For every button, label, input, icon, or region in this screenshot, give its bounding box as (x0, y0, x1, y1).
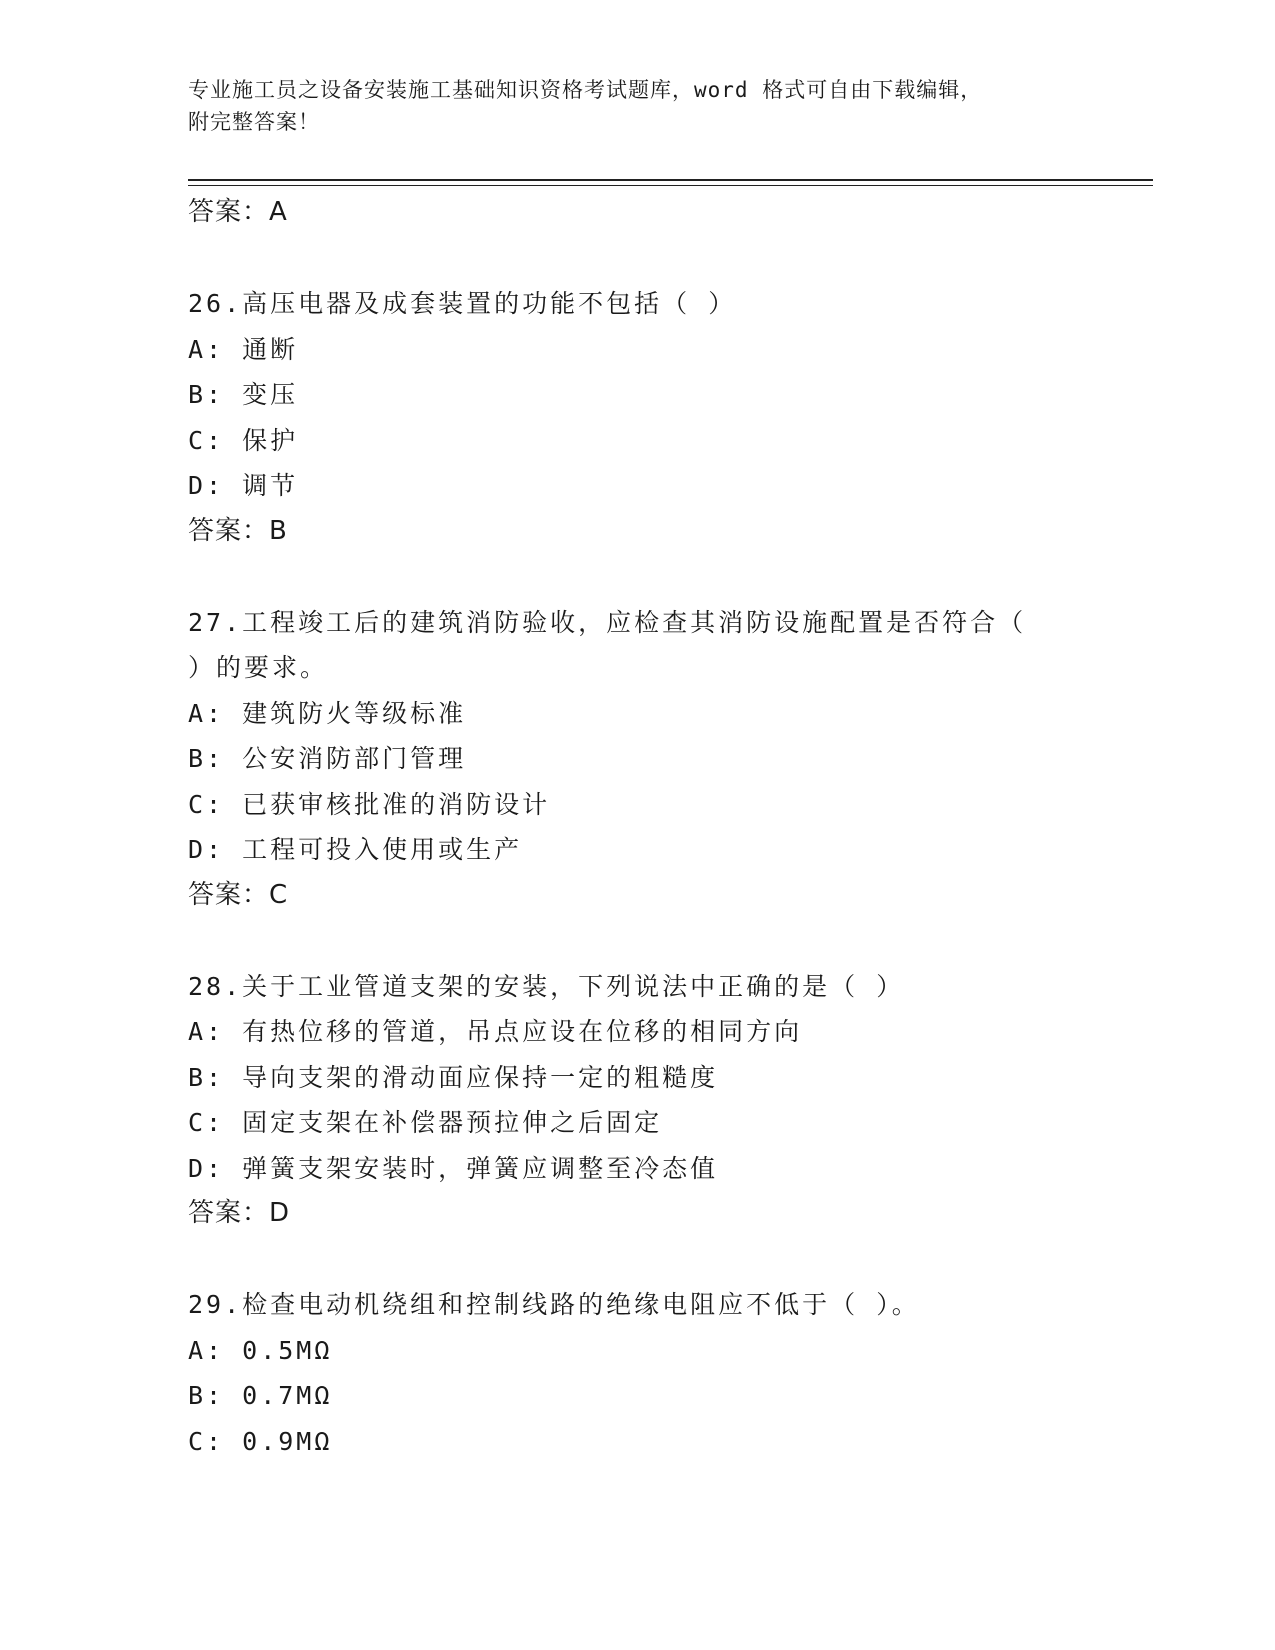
question-stem-continued: ）的要求。 (188, 653, 329, 682)
question-stem: 26.高压电器及成套装置的功能不包括（ ） (188, 289, 737, 318)
header-divider-thin (188, 185, 1153, 186)
option-d: D: 弹簧支架安装时，弹簧应调整至冷态值 (188, 1153, 719, 1183)
spacer (188, 236, 1088, 282)
question-26 (188, 281, 1088, 554)
option-a: A: 0.5MΩ (188, 1335, 333, 1365)
option-a: A: 建筑防火等级标准 (188, 698, 467, 728)
option-c: C: 保护 (188, 425, 299, 455)
spacer (188, 918, 1088, 964)
option-c: C: 固定支架在补偿器预拉伸之后固定 (188, 1108, 663, 1137)
question-stem: 29.检查电动机绕组和控制线路的绝缘电阻应不低于（ ）。 (188, 1290, 920, 1319)
option-b: B: 导向支架的滑动面应保持一定的粗糙度 (188, 1062, 719, 1092)
previous-answer: 答案：A (188, 197, 288, 227)
answer: 答案：B (188, 515, 288, 546)
option-d: D: 工程可投入使用或生产 (188, 835, 523, 864)
spacer (188, 554, 1088, 600)
option-a: A: 有热位移的管道，吊点应设在位移的相同方向 (188, 1017, 803, 1046)
header-divider-thick (188, 179, 1153, 181)
question-stem: 27.工程竣工后的建筑消防验收，应检查其消防设施配置是否符合（ (188, 607, 1027, 637)
answer: 答案：D (188, 1198, 291, 1228)
option-b: B: 公安消防部门管理 (188, 744, 467, 773)
answer: 答案：C (188, 879, 289, 910)
option-b: B: 0.7MΩ (188, 1381, 333, 1410)
question-28 (188, 964, 1088, 1237)
header-line-1: 专业施工员之设备安装施工基础知识资格考试题库，word 格式可自由下载编辑， (188, 78, 983, 102)
header-line-2: 附完整答案！ (188, 110, 320, 134)
question-stem: 28.关于工业管道支架的安装，下列说法中正确的是（ ） (188, 971, 905, 1001)
question-list (188, 190, 1088, 1464)
option-c: C: 0.9MΩ (188, 1426, 333, 1456)
document-header (188, 74, 1088, 138)
question-27 (188, 600, 1088, 919)
option-a: A: 通断 (188, 334, 299, 364)
option-d: D: 调节 (188, 471, 299, 500)
option-b: B: 变压 (188, 380, 299, 409)
option-c: C: 已获审核批准的消防设计 (188, 789, 551, 819)
question-29 (188, 1282, 1088, 1464)
spacer (188, 1237, 1088, 1283)
